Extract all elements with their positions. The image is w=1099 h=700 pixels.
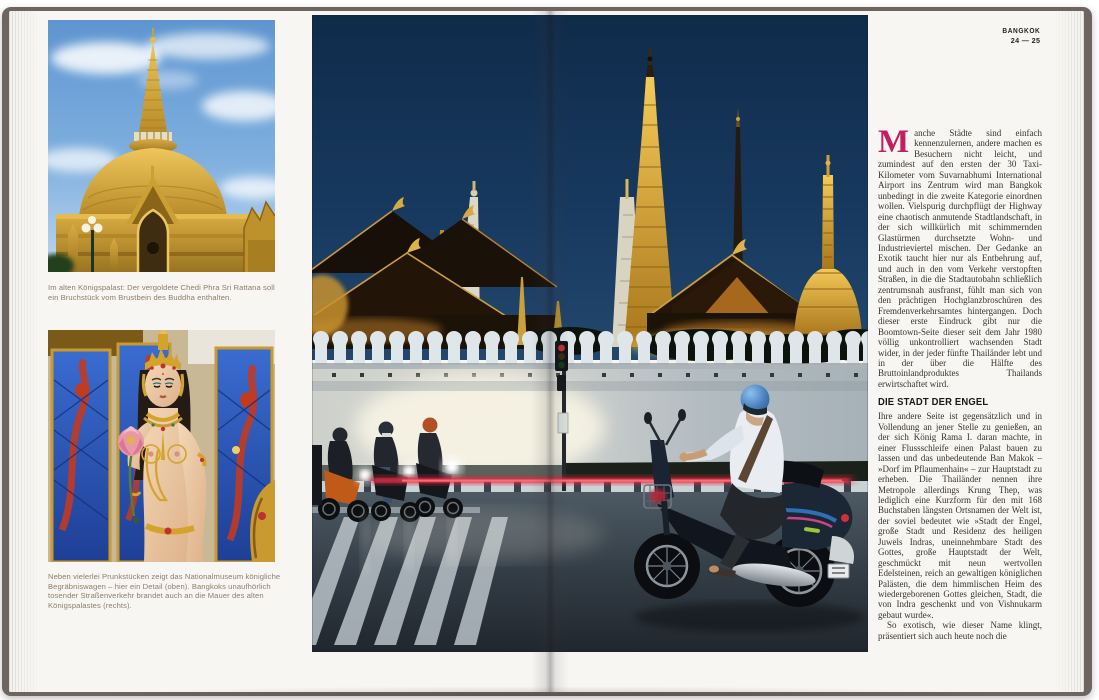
section-heading: DIE STADT DER ENGEL	[878, 396, 989, 409]
book-cover	[2, 7, 1092, 696]
article-paragraph-3: So exotisch, wie dieser Name klingt, präsentiert sich auch heute noch die	[878, 620, 1042, 641]
article-paragraph-2: Ihre andere Seite ist gegensätzlich und in Vollendung an jener Stelle zu genießen, an der sich König Rama I. daran machte, in einer Flussschleife einen Palast bauen zu lassen und das unbedeutende Ban Makok – »Dorf im Pflaumenhain« – zur Hauptstadt zu erheben. Die Thailänder nennen ihre Metropole allerdings Krung Thep, was lediglich eine Kurzform für den mit 168 Buchstaben längsten Ortsnamen der Welt ist, der soviel bedeutet wie »Stadt der Engel, große Stadt und Residenz des heiligen Juwels Indras, uneinnehmbare Stadt des Gottes, große Hauptstadt der Welt, geschmückt mit neun wertvollen Edelsteinen, reich an gewaltigen königlichen Palästen, die dem himmlischen Heim des wiedergeborenen Gottes gleichen, Stadt, die von Indra geschenkt und von Vishnukarm gebaut wurde«.	[878, 411, 1042, 620]
paragraph-1-text: anche Städte sind einfach kennenzulernen, andere machen es Besuchern nicht leicht, und zumindest auf den ersten der 30 Taxi-Kilometer vom Suvarnabhumi International Airport ins Zentrum wird man Bangkok unbedingt in die zweite Kategorie einordnen wollen. Vielspurig durchpflügt der Highway eine chaotisch anmutende Stadtlandschaft, in der sich willkürlich mit schimmernden Glastürmen durchsetzte Wohn- und Industrieviertel mischen. Der Gedanke an Exotik taucht hier nur als Entbehrung auf, und auch in den vom Verkehr verstopften Straßen, in die die Stadtautobahn schließlich zentrumsnah ausfranst, fühlt man sich von den prächtigen Hochglanzbroschüren des Fremdenverkehrsamtes hintergangen. Doch dieser erste Eindruck gibt nur die Boomtown-Seite dieser seit dem Jahr 1980 völlig unkontrolliert wachsenden Stadt wider, in der jeder fünfte Thailänder lebt und in der über die Hälfte des Bruttoinlandproduktes Thailands erwirtschaftet wird.	[878, 128, 1042, 389]
article-column	[878, 124, 1042, 641]
open-pages	[9, 11, 1084, 692]
page-header-pagenumbers: 24 — 25	[1010, 36, 1040, 45]
caption-photo-2: Neben vielerlei Prunkstücken zeigt das Nationalmuseum königliche Begräbniswagen – hier ein Detail (oben). Bangkoks unaufhörlich tosender Straßenverkehr brandet auch an die Mauer des alten Königspalastes (rechts).	[48, 572, 281, 610]
caption-photo-1: Im alten Königspalast: Der vergoldete Chedi Phra Sri Rattana soll ein Bruchstück vom Brustbein des Buddha enthalten.	[48, 283, 275, 302]
book-bottom-shadow	[62, 686, 1032, 696]
photo-apsara-statue	[48, 330, 275, 562]
page-header-title: BANGKOK	[1002, 28, 1040, 35]
page-header	[1000, 28, 1040, 45]
drop-cap: M	[878, 124, 910, 160]
article-paragraph-1	[878, 124, 1042, 389]
photo-golden-chedi	[48, 20, 275, 272]
statue-face	[145, 363, 181, 407]
photo-night-grand-palace	[312, 15, 868, 652]
